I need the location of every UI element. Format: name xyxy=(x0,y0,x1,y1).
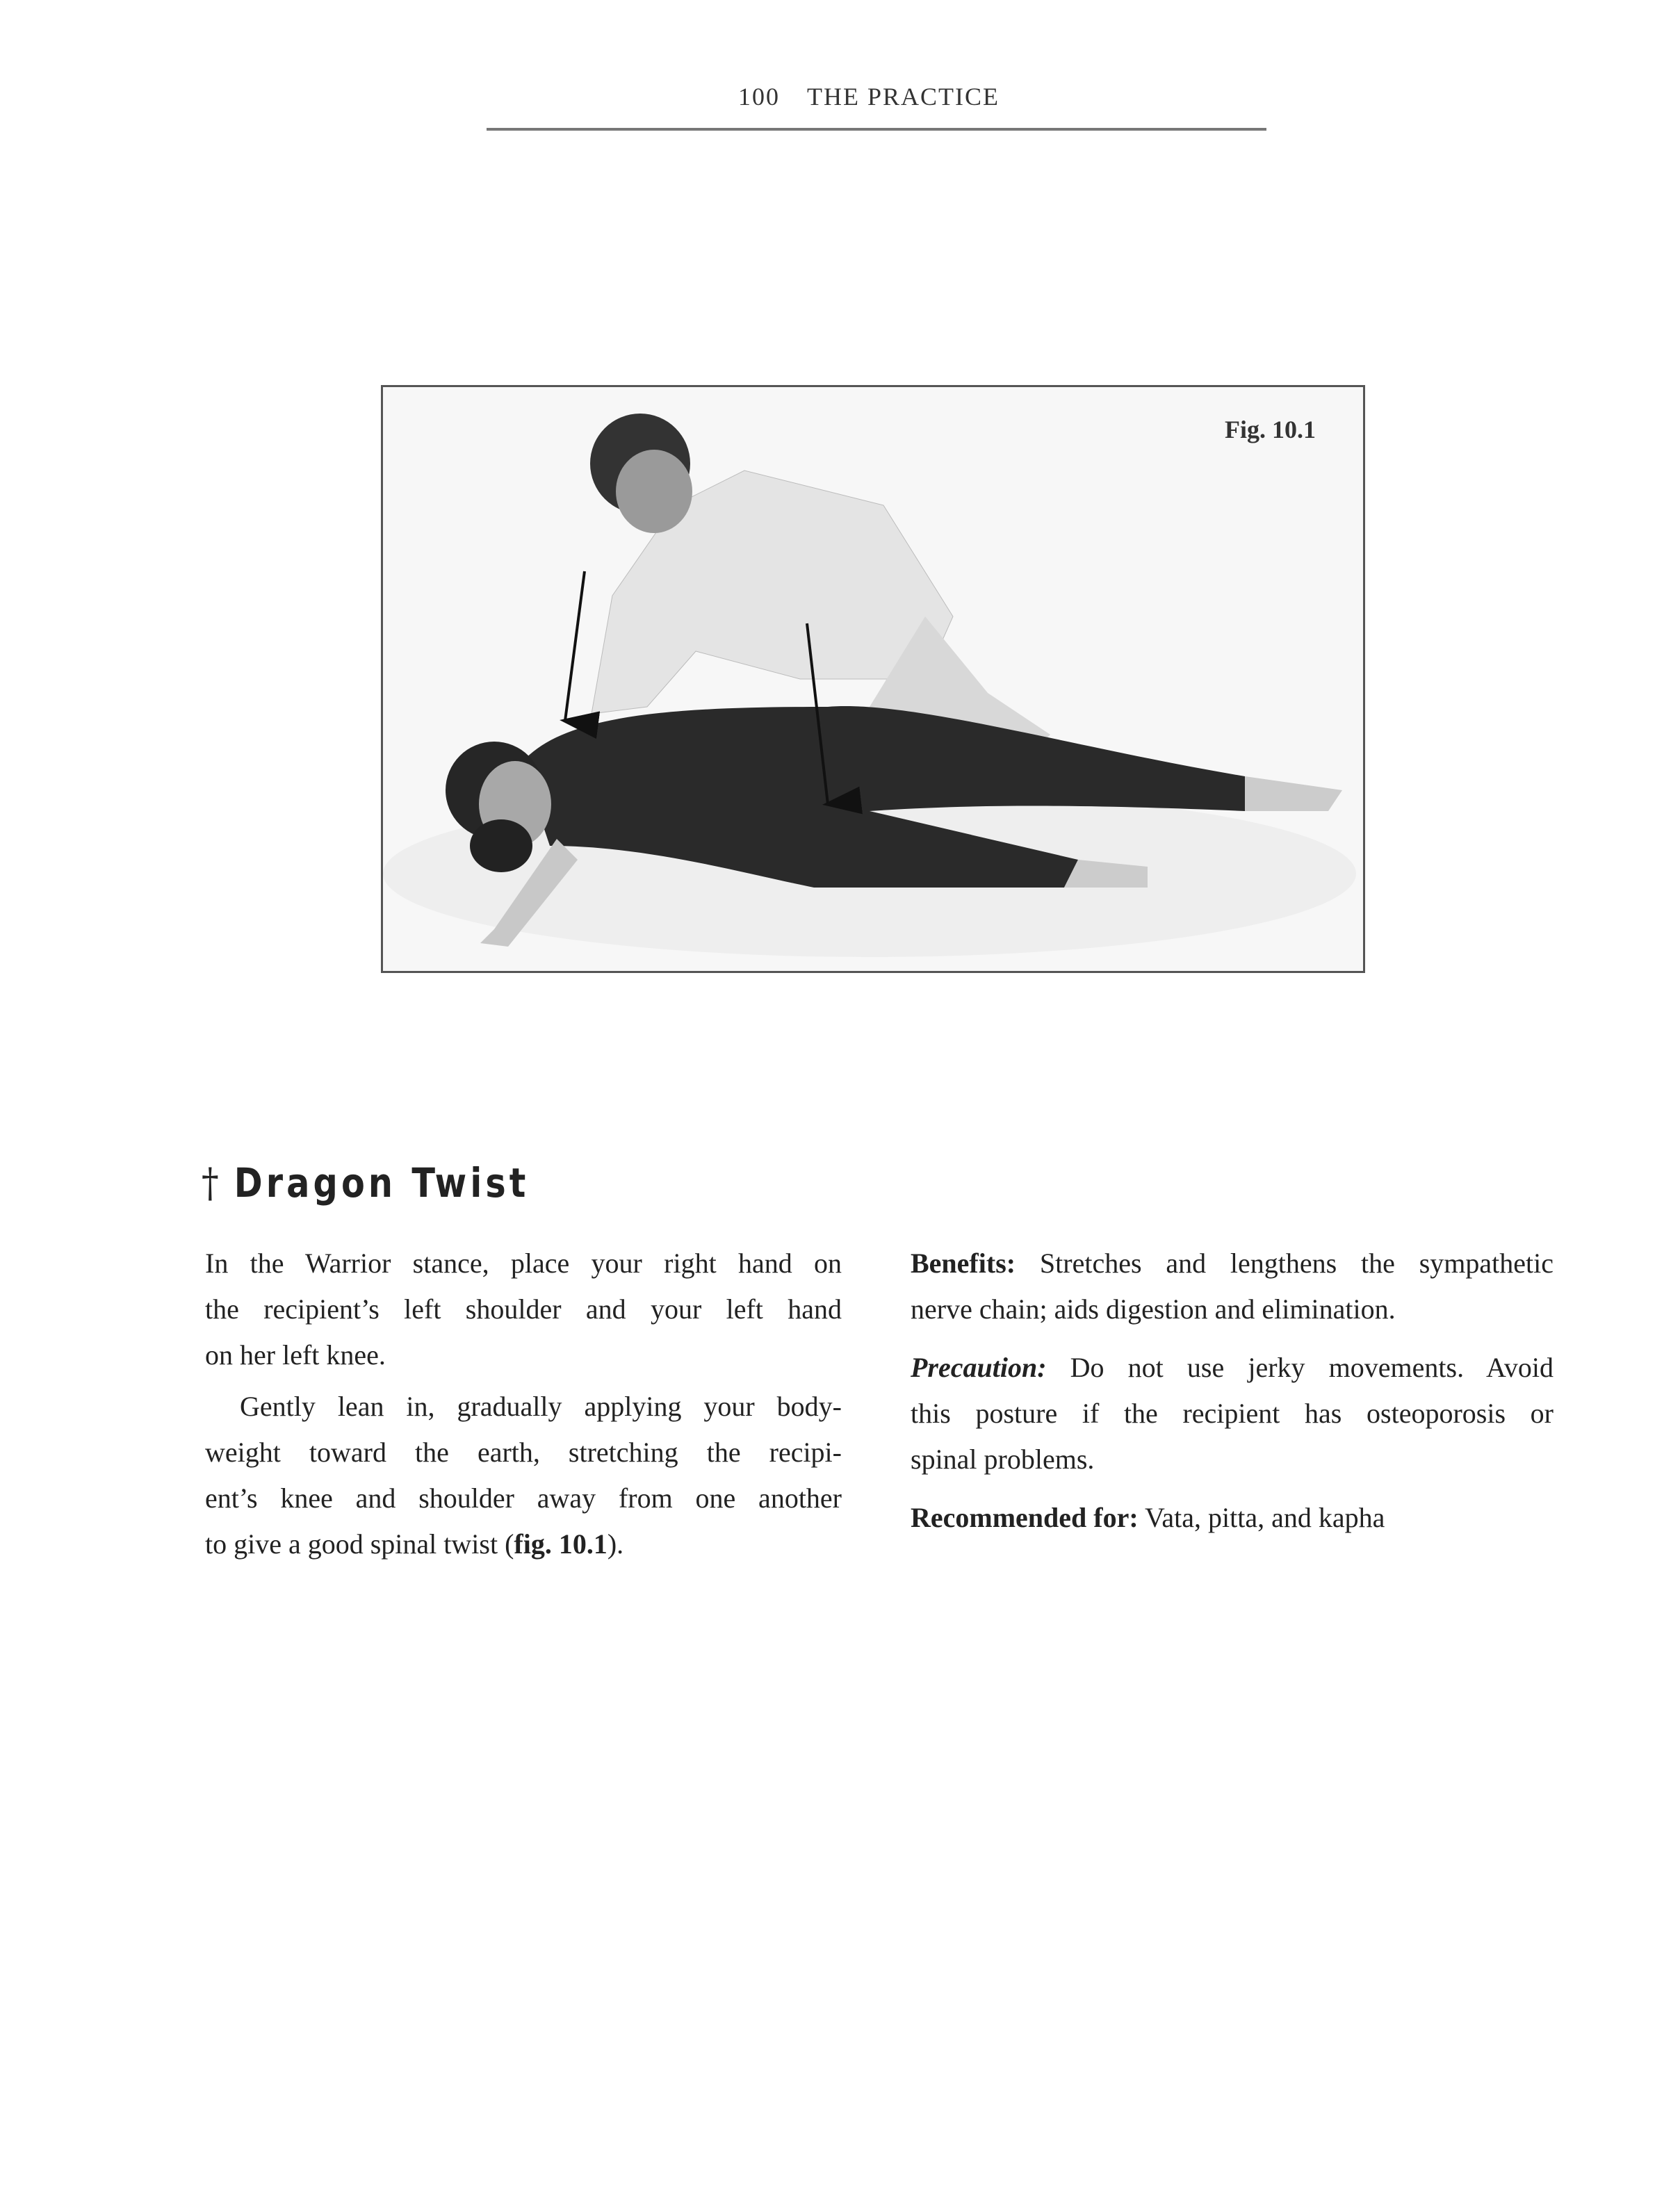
text-line: on her left knee. xyxy=(205,1339,386,1371)
precaution-text: Do not use jerky movements. Avoid xyxy=(1070,1352,1554,1383)
recommended-value: Vata, pitta, and kapha xyxy=(1144,1502,1385,1533)
benefits-text: nerve chain; aids digestion and elimination. xyxy=(911,1293,1396,1325)
section-title: THE PRACTICE xyxy=(806,83,1000,111)
text-span: to give a good spinal twist ( xyxy=(205,1528,514,1560)
figure-label: Fig. 10.1 xyxy=(1225,416,1316,443)
precaution-text: spinal problems. xyxy=(911,1444,1095,1475)
dragon-twist-photo xyxy=(383,387,1365,973)
text-line: weight toward the earth, stretching the recipi- xyxy=(205,1437,842,1468)
pose-title xyxy=(202,1159,529,1207)
precaution-line xyxy=(911,1345,1553,1391)
precaution-text: this posture if the recipient has osteoporosis or xyxy=(911,1398,1553,1429)
recommended-line xyxy=(911,1495,1553,1541)
text-line xyxy=(205,1521,842,1567)
header-rule xyxy=(487,128,1266,131)
instructions-column xyxy=(205,1241,842,1567)
dagger-icon: † xyxy=(202,1159,222,1207)
details-column xyxy=(911,1241,1553,1541)
benefits-text: Stretches and lengthens the sympathetic xyxy=(1039,1248,1554,1279)
text-span: ). xyxy=(607,1528,624,1560)
pose-title-text: Dragon Twist xyxy=(234,1159,530,1207)
text-line: In the Warrior stance, place your right hand on xyxy=(205,1248,842,1279)
page-number: 100 xyxy=(737,83,780,111)
figure-reference: fig. 10.1 xyxy=(514,1528,607,1560)
text-line: the recipient’s left shoulder and your left hand xyxy=(205,1293,842,1325)
figure-photo xyxy=(381,385,1365,973)
recommended-label: Recommended for: xyxy=(911,1502,1139,1533)
benefits-label: Benefits: xyxy=(911,1248,1016,1279)
benefits-line xyxy=(911,1241,1553,1286)
text-line: ent’s knee and shoulder away from one another xyxy=(205,1482,842,1514)
running-header xyxy=(0,82,1680,111)
text-line: Gently lean in, gradually applying your body- xyxy=(240,1391,842,1422)
precaution-label: Precaution: xyxy=(911,1352,1047,1383)
